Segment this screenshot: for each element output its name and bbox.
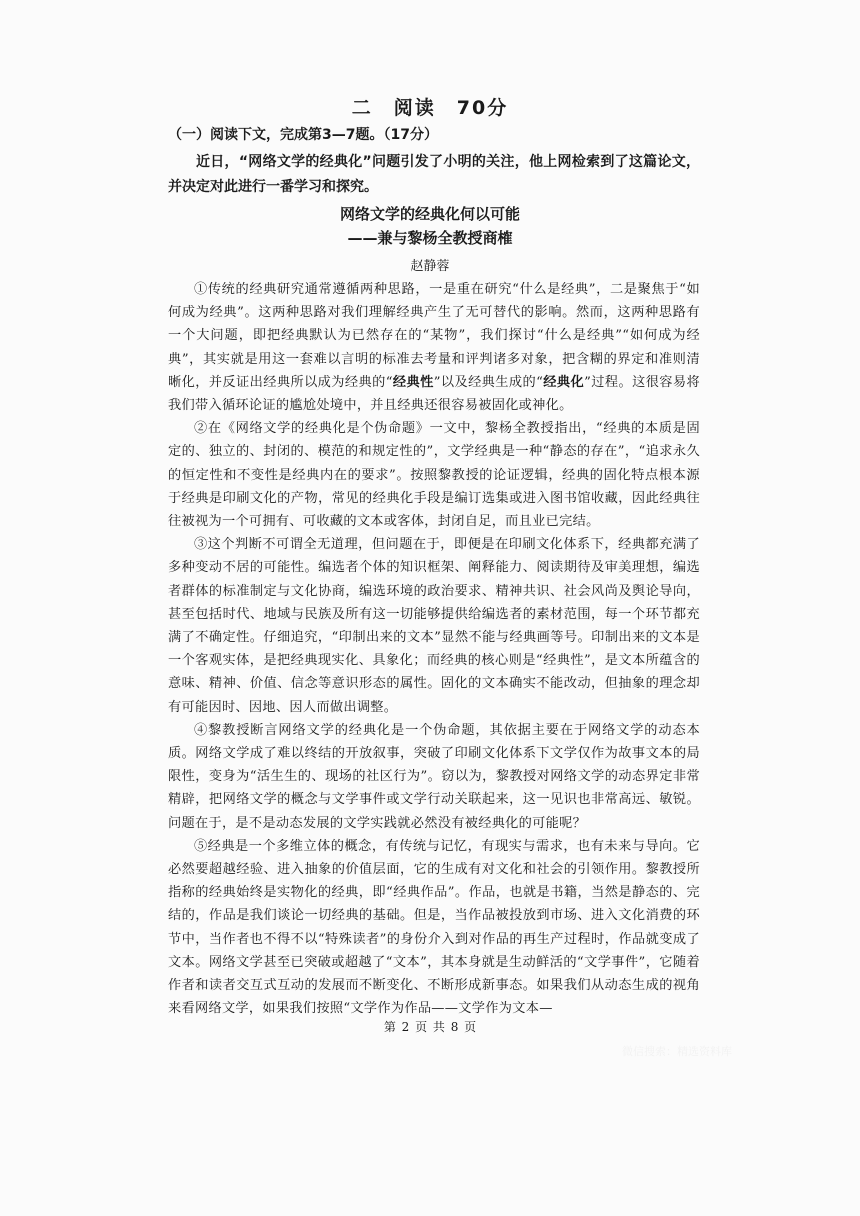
emphasis-jingdianhua: 经典化	[543, 374, 585, 390]
intro-paragraph: 近日，“网络文学的经典化”问题引发了小明的关注，他上网检索到了这篇论文，并决定对此进行一番学习和探究。	[168, 154, 700, 195]
article-title: 网络文学的经典化何以可能	[339, 205, 520, 223]
paragraph-1: ①传统的经典研究通常遵循两种思路，一是重在研究“什么是经典”，二是聚焦于“如何成为经典”。这两种思路对我们理解经典产生了无可替代的影响。然而，这两种思路有一个大问题，即把经典默认为已然存在的“某物”，我们探讨“什么是经典”“如何成为经典”，其实就是用这一套难以言明的标准去考量和评判诸多对象，把含糊的界定和准则清晰化，并反证出经典所以成为经典的“经典性”以及经典生成的“经典化”过程。这很容易将我们带入循环论证的尴尬处境中，并且经典还很容易被固化或神化。	[168, 282, 701, 414]
page-number: 第 2 页 共 8 页	[383, 1020, 477, 1034]
paragraph-3: ③这个判断不可谓全无道理，但问题在于，即便是在印刷文化体系下，经典都充满了多种变动不居的可能性。编选者个体的知识框架、阐释能力、阅读期待及审美理想，编选者群体的标准制定与文化协商，编选环境的政治要求、精神共识、社会风尚及舆论导向，甚至包括时代、地域与民族及所有这一切能够提供给编选者的素材范围，每一个环节都充满了不确定性。仔细追究，“印制出来的文本”显然不能与经典画等号。印制出来的文本是一个客观实体，是把经典现实化、具象化；而经典的核心则是“经典性”，是文本所蕴含的意味、精神、价值、信念等意识形态的属性。固化的文本确实不能改动，但抽象的理念却有可能因时、因地、因人而做出调整。	[168, 537, 700, 715]
watermark: 微信搜索：精选资料库	[622, 1045, 732, 1058]
paragraph-5: ⑤经典是一个多维立体的概念，有传统与记忆，有现实与需求，也有未来与导向。它必然要超越经验、进入抽象的价值层面，它的生成有对文化和社会的引领作用。黎教授所指称的经典始终是实物化的经典，即“经典作品”。作品，也就是书籍，当然是静态的、完结的，作品是我们谈论一切经典的基础。但是，当作品被投放到市场、进入文化消费的环节中，当作者也不得不以“特殊读者”的身份介入到对作品的再生产过程时，作品就变成了文本。网络文学甚至已突破或超越了“文本”，其本身就是生动鲜活的“文学事件”，它随着作者和读者交互式互动的发展而不断变化、不断形成新事态。如果我们从动态生成的视角来看网络文学，如果我们按照“文学作为作品——文学作为文本—	[168, 838, 700, 1017]
paragraph-4: ④黎教授断言网络文学的经典化是一个伪命题，其依据主要在于网络文学的动态本质。网络文学成了难以终结的开放叙事，突破了印刷文化体系下文学仅作为故事文本的局限性，变身为“活生生的、现场的社区行为”。窃以为，黎教授对网络文学的动态界定非常精辟，把网络文学的概念与文学事件或文学行动关联起来，这一见识也非常高远、敏锐。问题在于，是不是动态发展的文学实践就必然没有被经典化的可能呢？	[168, 722, 700, 831]
paragraph-2: ②在《网络文学的经典化是个伪命题》一文中，黎杨全教授指出，“经典的本质是固定的、独立的、封闭的、模范的和规定性的”，文学经典是一种“静态的存在”，“追求永久的恒定性和不变性是经典内在的要求”。按照黎教授的论证逻辑，经典的固化特点根本源于经典是印刷文化的产物，常见的经典化手段是编订选集或进入图书馆收藏，因此经典往往被视为一个可拥有、可收藏的文本或客体，封闭自足，而且业已完结。	[168, 421, 700, 530]
article-body	[168, 278, 700, 1021]
part-heading: （一）阅读下文，完成第3—7题。（17分）	[168, 127, 438, 143]
article-author: 赵静蓉	[410, 259, 450, 274]
emphasis-jingdianxing: 经典性	[392, 374, 434, 390]
article-subtitle: ——兼与黎杨全教授商榷	[347, 229, 513, 247]
section-title: 二 阅读 70分	[351, 97, 509, 119]
